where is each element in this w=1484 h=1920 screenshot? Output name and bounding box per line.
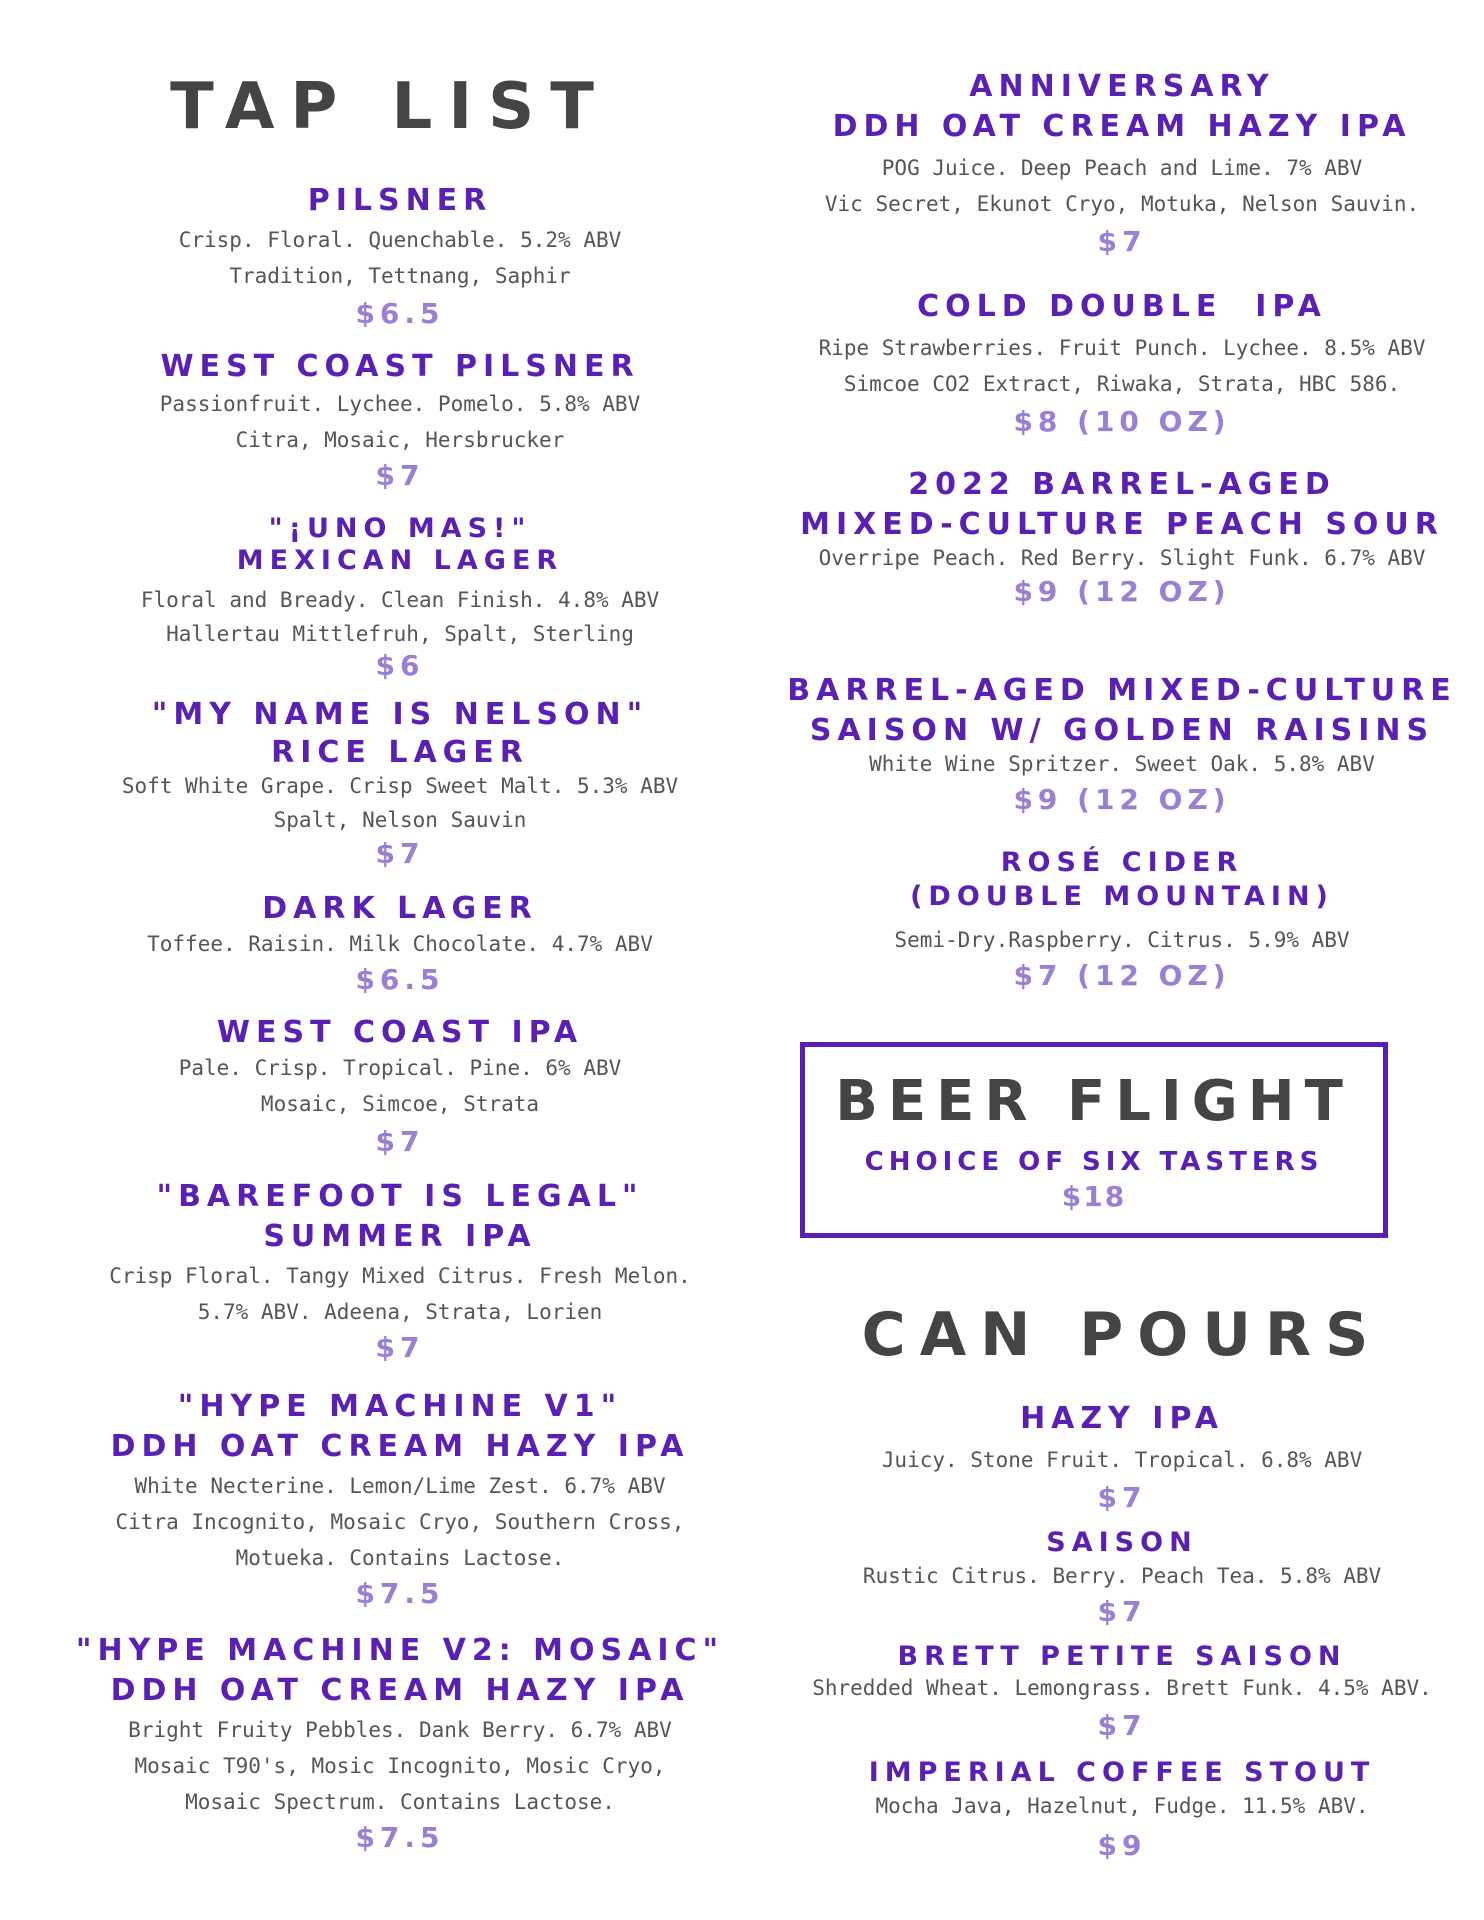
beer-name: "¡UNO MAS!" xyxy=(268,513,532,544)
beer-description: Crisp. Floral. Quenchable. 5.2% ABV xyxy=(178,228,622,252)
beer-name: "HYPE MACHINE V1" xyxy=(177,1389,623,1424)
beer-price: $7 xyxy=(375,837,425,870)
beer-hops: Tradition, Tettnang, Saphir xyxy=(229,264,571,288)
beer-description: Toffee. Raisin. Milk Chocolate. 4.7% ABV xyxy=(147,932,653,956)
beer-price: $6.5 xyxy=(355,963,445,996)
beer-hops: Citra Incognito, Mosaic Cryo, Southern Cross, xyxy=(115,1510,685,1534)
beer-price: $7 xyxy=(375,459,425,492)
beer-name: ROSÉ CIDER xyxy=(1000,847,1244,878)
beer-name-line2: DDH OAT CREAM HAZY IPA xyxy=(110,1673,690,1708)
beer-description: POG Juice. Deep Peach and Lime. 7% ABV xyxy=(881,156,1363,180)
beer-description: Overripe Peach. Red Berry. Slight Funk. 6.7% ABV xyxy=(818,546,1426,570)
beer-description: Semi-Dry.Raspberry. Citrus. 5.9% ABV xyxy=(894,928,1350,952)
can-name: SAISON xyxy=(1046,1527,1198,1558)
beer-name-line2: SAISON W/ GOLDEN RAISINS xyxy=(809,713,1435,748)
beer-description: Crisp Floral. Tangy Mixed Citrus. Fresh Melon. xyxy=(109,1264,691,1288)
beer-price: $9 (12 OZ) xyxy=(1013,575,1231,608)
beer-name-line2: MEXICAN LAGER xyxy=(236,545,564,576)
beer-hops: Spalt, Nelson Sauvin xyxy=(273,808,527,832)
beer-name: ANNIVERSARY xyxy=(969,69,1275,104)
beer-name: BARREL-AGED MIXED-CULTURE xyxy=(787,673,1457,708)
beer-price: $7.5 xyxy=(355,1577,445,1610)
can-name: IMPERIAL COFFEE STOUT xyxy=(868,1757,1376,1788)
beer-name-line2: DDH OAT CREAM HAZY IPA xyxy=(110,1429,690,1464)
beer-hops: Vic Secret, Ekunot Cryo, Motuka, Nelson Sauvin. xyxy=(824,192,1420,216)
beer-name: WEST COAST PILSNER xyxy=(160,349,640,384)
can-price: $7 xyxy=(1097,1481,1147,1514)
can-price: $9 xyxy=(1097,1829,1147,1862)
beer-name-line2: SUMMER IPA xyxy=(263,1219,537,1254)
beer-price: $8 (10 OZ) xyxy=(1013,405,1231,438)
beer-name: "BAREFOOT IS LEGAL" xyxy=(156,1179,644,1214)
beer-name-line2: DDH OAT CREAM HAZY IPA xyxy=(832,109,1412,144)
beer-description: Bright Fruity Pebbles. Dank Berry. 6.7% ABV xyxy=(128,1718,672,1742)
beer-name: 2022 BARREL-AGED xyxy=(908,467,1336,502)
can-description: Shredded Wheat. Lemongrass. Brett Funk. 4.5% ABV. xyxy=(812,1676,1432,1700)
can-name: HAZY IPA xyxy=(1020,1401,1224,1436)
can-price: $7 xyxy=(1097,1709,1147,1742)
beer-hops: Mosaic, Simcoe, Strata xyxy=(260,1092,540,1116)
beer-hops: Hallertau Mittlefruh, Spalt, Sterling xyxy=(166,622,634,646)
beer-name-line2: RICE LAGER xyxy=(271,735,529,770)
beer-price: $9 (12 OZ) xyxy=(1013,783,1231,816)
beer-price: $7.5 xyxy=(355,1821,445,1854)
beer-hops: Mosaic T90's, Mosic Incognito, Mosic Cryo, xyxy=(134,1754,666,1778)
beer-name-line2: MIXED-CULTURE PEACH SOUR xyxy=(800,507,1444,542)
beer-hops: Simcoe CO2 Extract, Riwaka, Strata, HBC 586. xyxy=(843,372,1401,396)
beer-price: $6.5 xyxy=(355,297,445,330)
tap-list-heading: TAP LIST xyxy=(170,70,610,144)
beer-description: Floral and Bready. Clean Finish. 4.8% ABV xyxy=(140,588,660,612)
beer-flight-box xyxy=(800,1042,1388,1238)
can-description: Mocha Java, Hazelnut, Fudge. 11.5% ABV. xyxy=(875,1794,1369,1818)
beer-name: PILSNER xyxy=(307,183,493,218)
beer-description: Passionfruit. Lychee. Pomelo. 5.8% ABV xyxy=(159,392,641,416)
beer-description: Ripe Strawberries. Fruit Punch. Lychee. 8.5% ABV xyxy=(818,336,1426,360)
beer-hops: 5.7% ABV. Adeena, Strata, Lorien xyxy=(197,1300,603,1324)
beer-flight-subtitle: CHOICE OF SIX TASTERS xyxy=(864,1147,1324,1177)
can-name: BRETT PETITE SAISON xyxy=(897,1641,1347,1672)
can-description: Rustic Citrus. Berry. Peach Tea. 5.8% ABV xyxy=(862,1564,1382,1588)
beer-name: DARK LAGER xyxy=(262,891,538,926)
beer-name: "MY NAME IS NELSON" xyxy=(151,697,649,732)
beer-hops: Citra, Mosaic, Hersbrucker xyxy=(235,428,565,452)
beer-description: White Necterine. Lemon/Lime Zest. 6.7% ABV xyxy=(134,1474,666,1498)
beer-price: $7 xyxy=(375,1331,425,1364)
beer-flight-price: $18 xyxy=(1061,1180,1127,1213)
beer-hops-line2: Motueka. Contains Lactose. xyxy=(235,1546,565,1570)
can-pours-heading: CAN POURS xyxy=(861,1300,1383,1370)
beer-description: Pale. Crisp. Tropical. Pine. 6% ABV xyxy=(178,1056,622,1080)
can-price: $7 xyxy=(1097,1595,1147,1628)
beer-flight-title: BEER FLIGHT xyxy=(835,1069,1353,1134)
specials-column xyxy=(760,0,1484,1920)
beer-name: "HYPE MACHINE V2: MOSAIC" xyxy=(75,1633,725,1668)
beer-name-line2: (DOUBLE MOUNTAIN) xyxy=(910,881,1334,912)
beer-name: COLD DOUBLE IPA xyxy=(917,289,1327,324)
beer-price: $6 xyxy=(375,649,425,682)
beer-price: $7 (12 OZ) xyxy=(1013,959,1231,992)
beer-name: WEST COAST IPA xyxy=(216,1015,584,1050)
beer-description: Soft White Grape. Crisp Sweet Malt. 5.3% ABV xyxy=(121,774,679,798)
beer-price: $7 xyxy=(375,1125,425,1158)
beer-price: $7 xyxy=(1097,225,1147,258)
beer-hops-line2: Mosaic Spectrum. Contains Lactose. xyxy=(185,1790,615,1814)
can-description: Juicy. Stone Fruit. Tropical. 6.8% ABV xyxy=(881,1448,1363,1472)
beer-description: White Wine Spritzer. Sweet Oak. 5.8% ABV xyxy=(869,752,1375,776)
